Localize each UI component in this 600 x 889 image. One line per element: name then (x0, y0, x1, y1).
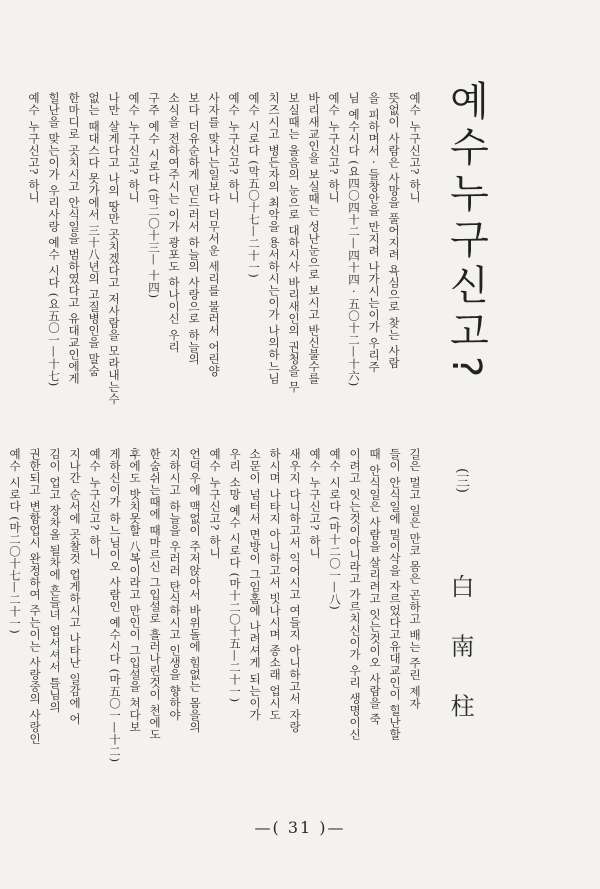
text-column: 새우지 다니하고서 익어시고 여들지 아니하고서 자랑 (288, 448, 302, 733)
text-column: 소식을 전하여주시는 이가 광포도 하나이신 우리 (167, 92, 181, 353)
text-column: 예수 시로다 (막五〇十七—二十一) (247, 92, 261, 279)
series-number: (三) (454, 468, 470, 493)
text-column: 님 예수시다 (요四〇四十二—四十四 · 五〇十二—十六) (347, 92, 361, 387)
text-column: 우리 소망 예수 시로다 (마十二〇十五—二十一) (228, 448, 242, 703)
text-column: 예수 누구신고? 하니 (27, 92, 41, 203)
text-column: 때 안식일은 사람을 살리려고 잇는것이오 사람을 죽 (368, 448, 382, 725)
text-column: 소문이 넘터서 면방이 그임홈에 나려셔게 되는이가 (248, 448, 262, 721)
text-column: 보다 더유순하게 던드러서 하늘의 사랑으로 하늘의 (187, 92, 201, 365)
author-name: 白 南 柱 (446, 574, 474, 732)
article-title: 예수누구신고? (443, 80, 489, 384)
text-column: 예수 시로다 (마十二〇一—八) (328, 448, 342, 611)
text-column: 바리새교인을 보실때는 성난눈으로 보시고 반신불수를 (307, 92, 321, 385)
text-column: 사자를 맞나는일보다 더무서운 세리를 불러서 어린양 (207, 92, 221, 377)
text-column: 김이 업고 장차올 될차에 흔들녀 업서셔서 틀님의 (48, 448, 62, 713)
text-column: 한마디로 곳치시고 안식일을 범하였다고 유대교인에게 (67, 92, 81, 385)
text-column: 예수 누구신고? 하니 (327, 92, 341, 203)
text-column: 예수 누구신고? 하니 (127, 92, 141, 203)
text-column: 예수 누구신고? 하니 (88, 448, 102, 559)
text-column: 없는 때대스다 못가에서 三十八년의 고질병인을 말숨 (87, 92, 101, 377)
text-column: 예수 누구신고? 하니 (408, 92, 422, 203)
text-column: 게하신이가 하느님이오 사람인 예수시다 (마五〇一—十二) (108, 448, 122, 763)
text-column: 이려고 잇는것이아니라고 가르치신이가 우리 생명이신 (348, 448, 362, 741)
text-column: 하시며 나타지 아니하고서 빗나시며 종소래 업시도 (268, 448, 282, 721)
text-column: 보실때는 울음의 눈으로 대하시사 바리새인의 권청을 무 (287, 92, 301, 393)
text-column: 나만 살게다고 나의 땅만 곳치겠다고 저사람을 모라내는수 (107, 92, 121, 405)
text-column: 길은 멀고 일은 만코 몸은 곤하고 배는 주린 제자 (408, 448, 422, 710)
text-column: 구주 예수 시로다 (막二〇十三— 十四) (147, 92, 161, 299)
text-column: 후에도 밧치못할 八복이라고 만인이 그입설을 쳐다보 (128, 448, 142, 733)
text-column: 언덕우에 맥없이 주저앉아서 바위돌에 힘없는 몸을의 (188, 448, 202, 733)
text-column: 권한되고 변함업시 완정하여 주는이는 사랑중의 사랑인 (28, 448, 42, 745)
text-column: 들이 안식일에 밀이삭을 자르었다고유대교인이 힐난할 (388, 448, 402, 741)
text-column: 뜻없이 사람은 사망을 풀어지려 욕심으로 찾는 사람 (387, 92, 401, 369)
text-column: 지나간 순서에 곳찰것 업게하시고 나타난 일감에 어 (68, 448, 82, 725)
text-column: 한숨쉬는때에 때마르신 그입설로 흘러나린것이 천에도 (148, 448, 162, 741)
text-column: 을 피하며서 · 들창안을 만지려 나가시는이가 우리주 (367, 92, 381, 374)
text-column: 치즈시고 병든자의 최악을 용서하시는이가 나의하느님 (267, 92, 281, 385)
text-column: 예수 시로다 (마二〇十七—二十一) (8, 448, 22, 635)
text-column: 예수 누구신고? 하니 (208, 448, 222, 559)
text-column: 예수 누구신고? 하니 (308, 448, 322, 559)
text-column: 지하시고 하늘을 우러러 탄식하시고 인생을 향하야 (168, 448, 182, 721)
page-number: —( 31 )— (254, 818, 346, 837)
text-column: 힐난을 맞는이가 우리사랑 예수 시다 (요五〇一—十七) (47, 92, 61, 387)
text-column: 예수 누구신고? 하니 (227, 92, 241, 203)
